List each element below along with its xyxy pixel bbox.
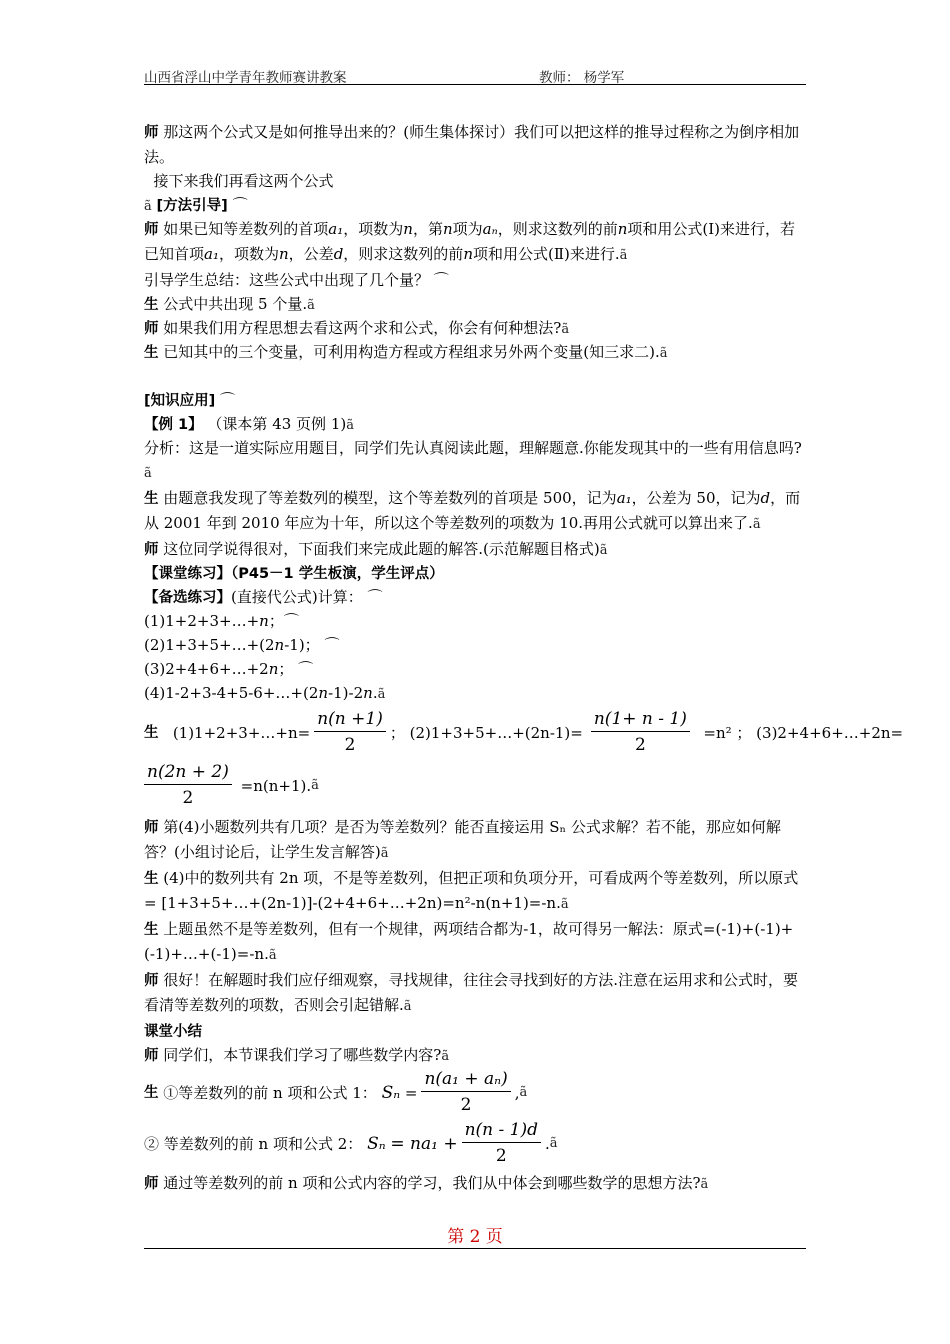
paragraph: 生 (4)中的数列共有 2n 项，不是等差数列，但把正项和负项分开，可看成两个等差数列，所以原式= [1+3+5+…+(2n-1)]-(2+4+6+…+2n)=n²-n(n+1)=-n.ã xyxy=(144,869,799,912)
example-title: 【例 1】 （课本第 43 页例 1)ã xyxy=(144,415,354,433)
paragraph: 师 很好！在解题时我们应仔细观察，寻找规律，往往会寻找到好的方法.注意在运用求和公式时，要看清等差数列的项数，否则会引起错解.ã xyxy=(144,971,799,1014)
fraction: $\frac{\text{n(a₁ + aₙ)}}{2}$ xyxy=(421,1067,510,1118)
fraction: $\frac{n(n - 1)d}{2}$ xyxy=(462,1118,541,1169)
exercise-item: (2)1+3+5+…+(2n-1)； ⌒ xyxy=(144,636,340,654)
exercise-item: (1)1+2+3+…+n；⌒ xyxy=(144,612,299,630)
paragraph: 生 已知其中的三个变量，可利用构造方程或方程组求另外两个变量(知三求二).ã xyxy=(144,343,668,361)
formula-row: 生 ①等差数列的前 n 项和公式 1： Sₙ = $\frac{\text{n(a₁ + aₙ)}}{2}$ , ã xyxy=(144,1067,808,1118)
section-heading: 【课堂练习】（P45－1 学生板演，学生评点） xyxy=(144,566,444,582)
section-heading: [知识应用] ⌒ xyxy=(144,391,236,409)
formula-row: ② 等差数列的前 n 项和公式 2： Sₙ = na₁ + $\frac{n(n - 1)d}{2}$ . ã xyxy=(144,1118,808,1169)
paragraph: 师 那这两个公式又是如何推导出来的？(师生集体探讨）我们可以把这样的推导过程称之为倒序相加法。 xyxy=(144,123,800,166)
paragraph: 引导学生总结：这些公式中出现了几个量？ ⌒ xyxy=(144,271,449,289)
paragraph: 生 公式中共出现 5 个量.ã xyxy=(144,295,315,313)
fraction: $\frac{n(2n + 2)}{2}$ xyxy=(144,760,232,811)
paragraph: 师 同学们，本节课我们学习了哪些数学内容?ã xyxy=(144,1046,450,1064)
answer-row: 生 (1)1+2+3+…+n= $\frac{n(n +1)}{2}$ ； (2)1+3+5+…+(2n-1)= $\frac{n(1+ n - 1)}{2}$ =n² ； (3)2+4+6+…+2n= xyxy=(144,707,808,758)
section-heading: ã [方法引导] ⌒ xyxy=(144,196,248,214)
lesson-content xyxy=(144,120,904,1195)
paragraph: 生 上题虽然不是等差数列，但有一个规律，两项结合都为-1，故可得另一解法：原式=(-1)+(-1)+(-1)+…+(-1)=-n.ã xyxy=(144,920,794,963)
exercise-item: (3)2+4+6+…+2n； ⌒ xyxy=(144,660,314,678)
answer-row: $\frac{n(2n + 2)}{2}$ =n(n+1). ã xyxy=(144,760,808,811)
paragraph: 师 如果已知等差数列的首项a₁，项数为n，第n项为aₙ，则求这数列的前n项和用公式(I)来进行，若已知首项a₁，项数为n，公差d，则求这数列的前n项和用公式(Ⅱ)来进行.ã xyxy=(144,220,796,263)
exercise-item: (4)1-2+3-4+5-6+…+(2n-1)-2n.ã xyxy=(144,684,386,702)
page-footer xyxy=(144,1222,806,1249)
header-teacher: 教师： 杨学军 xyxy=(539,70,625,86)
section-heading: 【备选练习】(直接代公式)计算： ⌒ xyxy=(144,588,383,606)
page-header xyxy=(144,64,806,85)
section-heading: 课堂小结 xyxy=(144,1024,202,1040)
paragraph: 师 这位同学说得很对，下面我们来完成此题的解答.(示范解题目格式)ã xyxy=(144,540,608,558)
header-school: 山西省浮山中学青年教师赛讲教案 xyxy=(144,70,347,86)
paragraph: 接下来我们再看这两个公式 xyxy=(153,172,334,190)
paragraph: 分析：这是一道实际应用题目，同学们先认真阅读此题，理解题意.你能发现其中的一些有用信息吗?ã xyxy=(144,439,802,481)
fraction: $\frac{n(n +1)}{2}$ xyxy=(314,707,386,758)
paragraph: 师 第(4)小题数列共有几项？是否为等差数列？能否直接运用 Sₙ 公式求解？若不能，那应如何解答？(小组讨论后，让学生发言解答)ã xyxy=(144,818,781,861)
paragraph: 生 由题意我发现了等差数列的模型，这个等差数列的首项是 500，记为a₁，公差为 50，记为d，而从 2001 年到 2010 年应为十年，所以这个等差数列的项数为 10.再用公式就可以算出来了.ã xyxy=(144,489,801,532)
paragraph: 师 通过等差数列的前 n 项和公式内容的学习，我们从中体会到哪些数学的思想方法?ã xyxy=(144,1174,709,1192)
fraction: $\frac{n(1+ n - 1)}{2}$ xyxy=(591,707,690,758)
paragraph: 师 如果我们用方程思想去看这两个求和公式，你会有何种想法?ã xyxy=(144,319,570,337)
page-number: 第 2 页 xyxy=(447,1227,503,1247)
